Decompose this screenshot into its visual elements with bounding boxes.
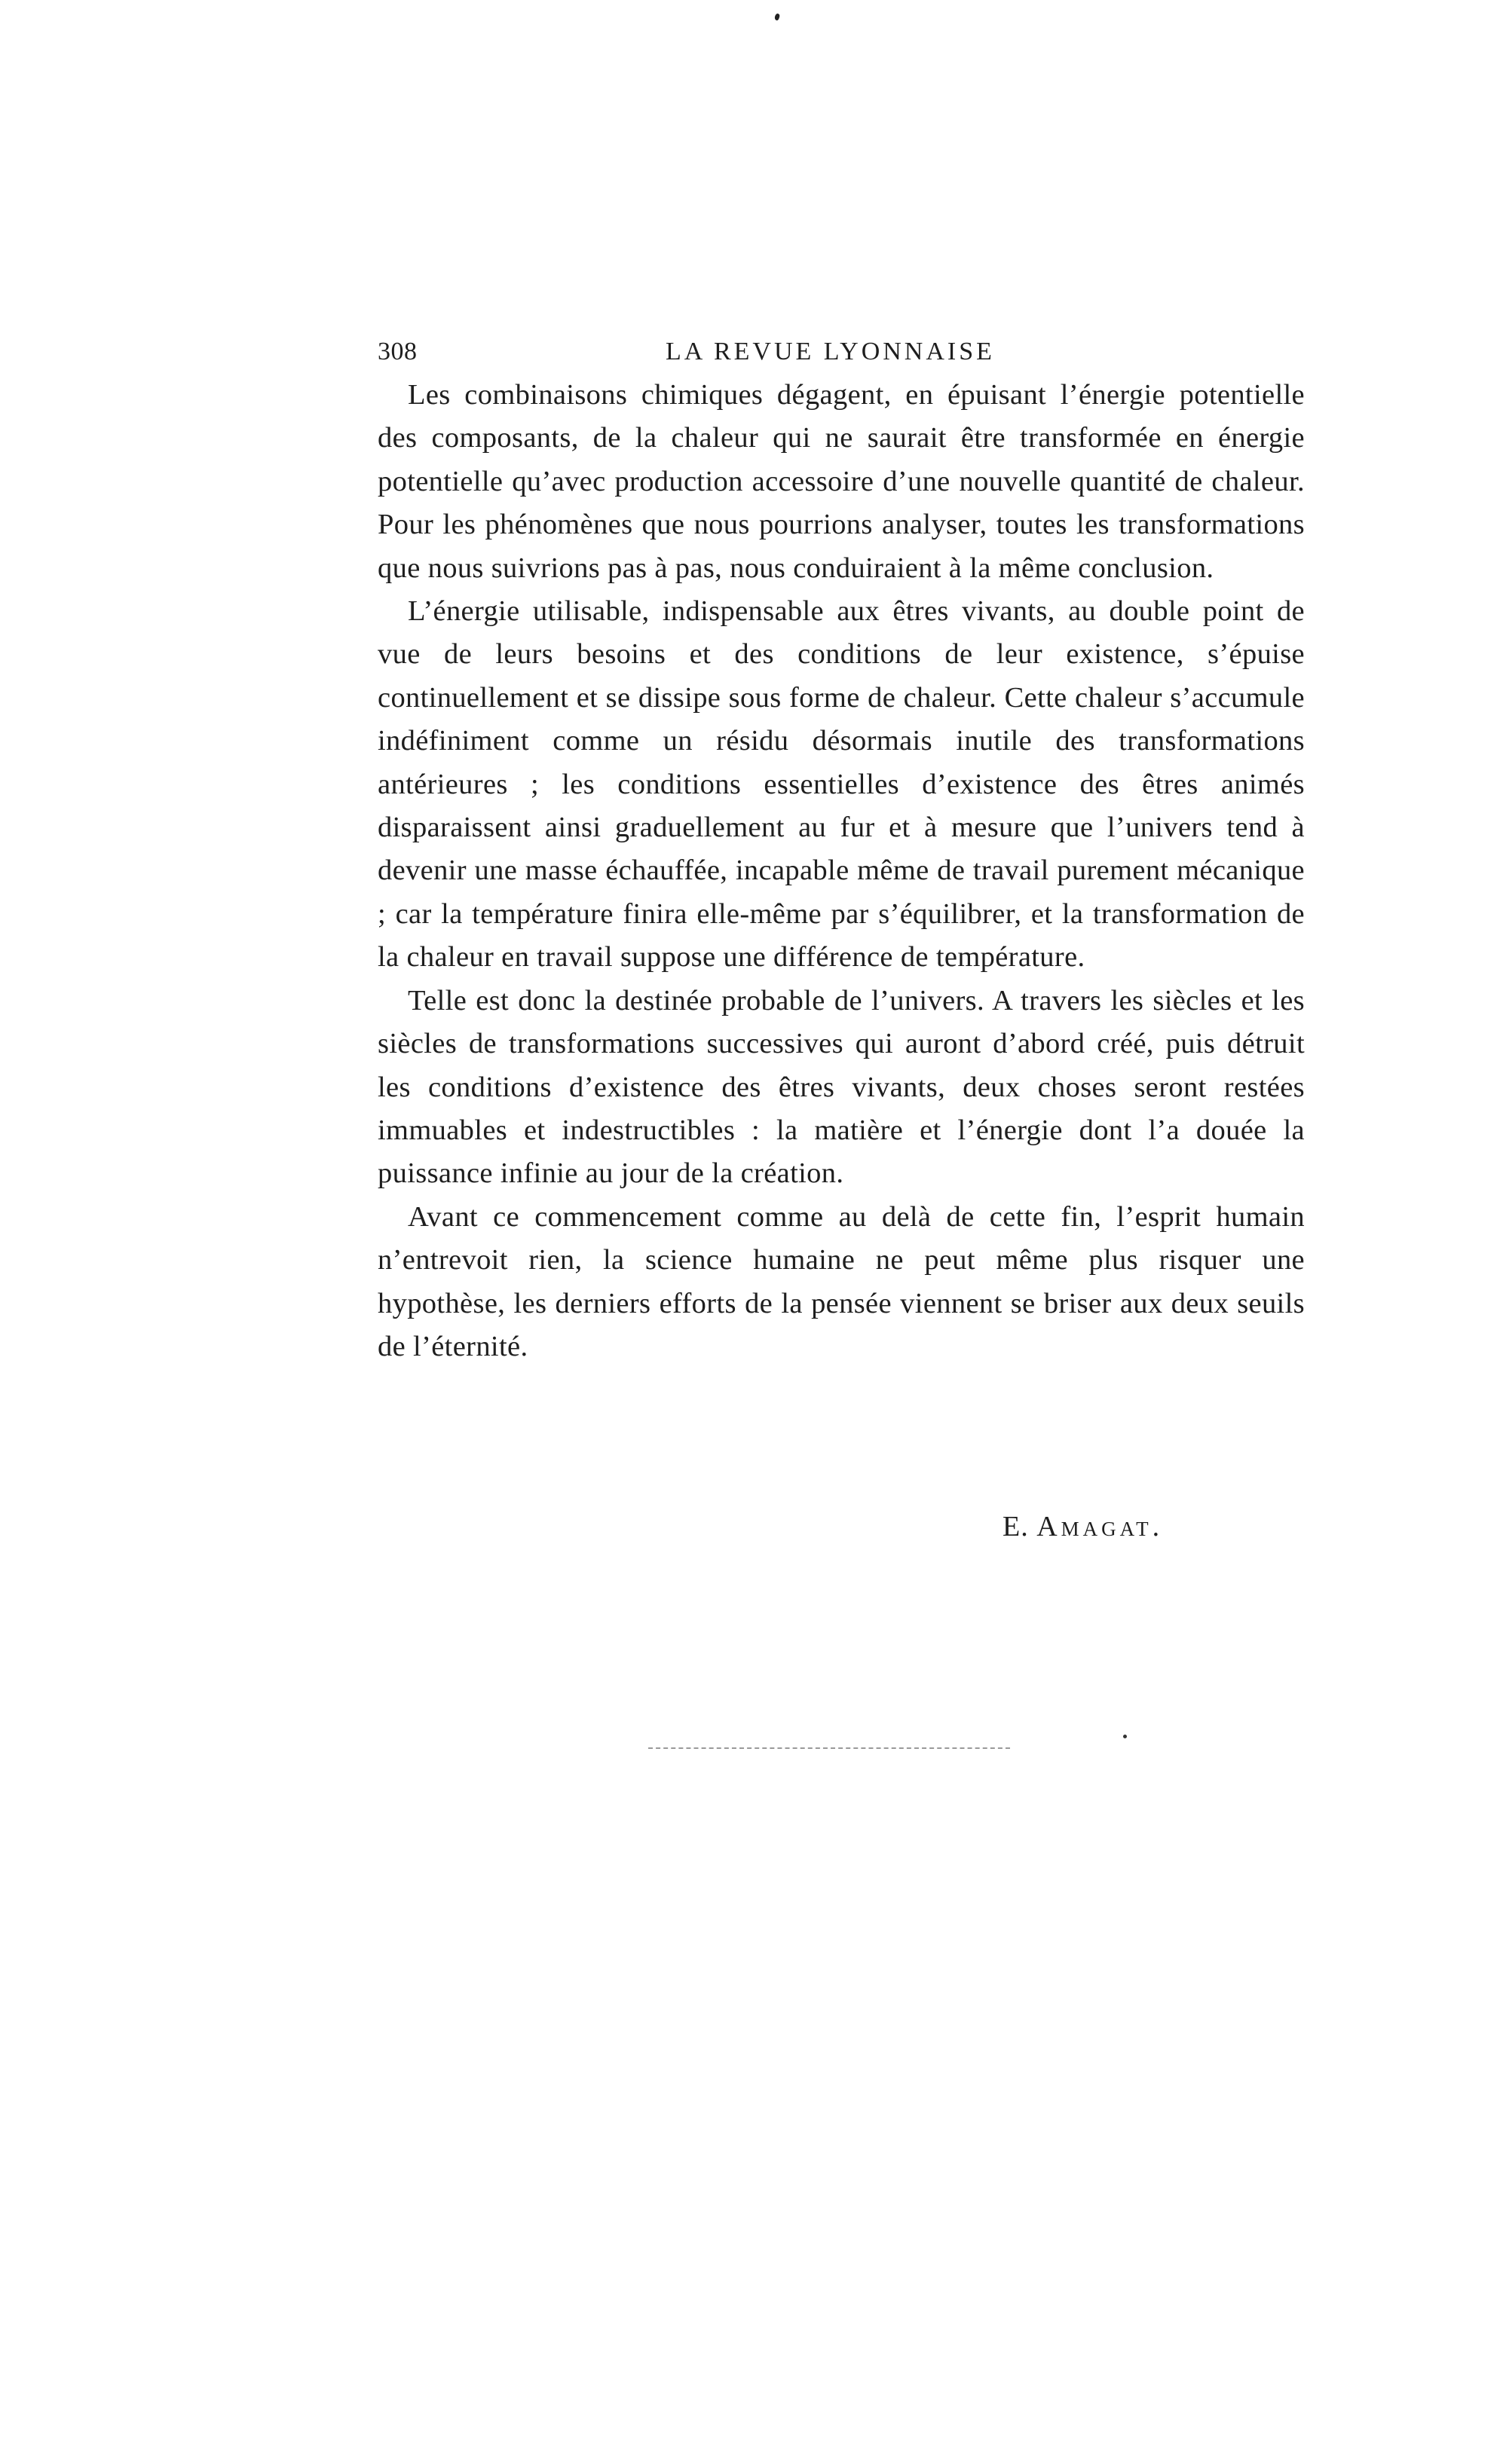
article-body bbox=[378, 374, 1305, 1368]
author-signature bbox=[1003, 1506, 1163, 1548]
paragraph-destinee: Telle est donc la destinée probable de l’univers. A travers les siècles et les siècles de transformations successives qui auront d’abord créé, puis détruit les conditions d’existence des êtres vivants, deux choses seront restées immuables et indestructibles : la matière et l’énergie dont l’a douée la puissance infinie au jour de la création. bbox=[378, 984, 1305, 1190]
paragraph-combinaisons: Les combinaisons chimiques dégagent, en épuisant l’énergie potentielle des composants, de la chaleur qui ne saurait être transformée en énergie potentielle qu’avec production accessoire d’une nouvelle quantité de chaleur. Pour les phénomènes que nous pourrions analyser, toutes les transformations que nous suivrions pas à pas, nous conduiraient à la même conclusion. bbox=[378, 379, 1305, 584]
ink-speck bbox=[774, 13, 781, 21]
paragraph-energie: L’énergie utilisable, indispensable aux êtres vivants, au double point de vue de leurs besoins et des conditions de leur existence, s’épuise continuellement et se dissipe sous forme de chaleur. Cette chaleur s’accumule indéfiniment comme un résidu désormais inutile des transformations antérieures ; les conditions essentielles d’existence des êtres animés disparaissent ainsi graduellement au fur et à mesure que l’univers tend à devenir une masse échauffée, incapable même de travail purement mécanique ; car la température finira elle-même par s’équilibrer, et la transformation de la chaleur en travail suppose une différence de température. bbox=[378, 595, 1305, 974]
running-header bbox=[378, 332, 1305, 372]
signature-initial: E. bbox=[1003, 1511, 1029, 1542]
journal-title: LA REVUE LYONNAISE bbox=[666, 338, 995, 365]
page-number: 308 bbox=[378, 338, 418, 365]
paragraph-commencement: Avant ce commencement comme au delà de cette fin, l’esprit humain n’entrevoit rien, la science humaine ne peut même plus risquer une hypothèse, les derniers efforts de la pensée viennent se briser aux deux seuils de l’éternité. bbox=[378, 1200, 1305, 1362]
ink-dot bbox=[1123, 1735, 1127, 1738]
signature-name: Amagat. bbox=[1036, 1511, 1164, 1542]
end-rule-divider bbox=[648, 1747, 1010, 1749]
